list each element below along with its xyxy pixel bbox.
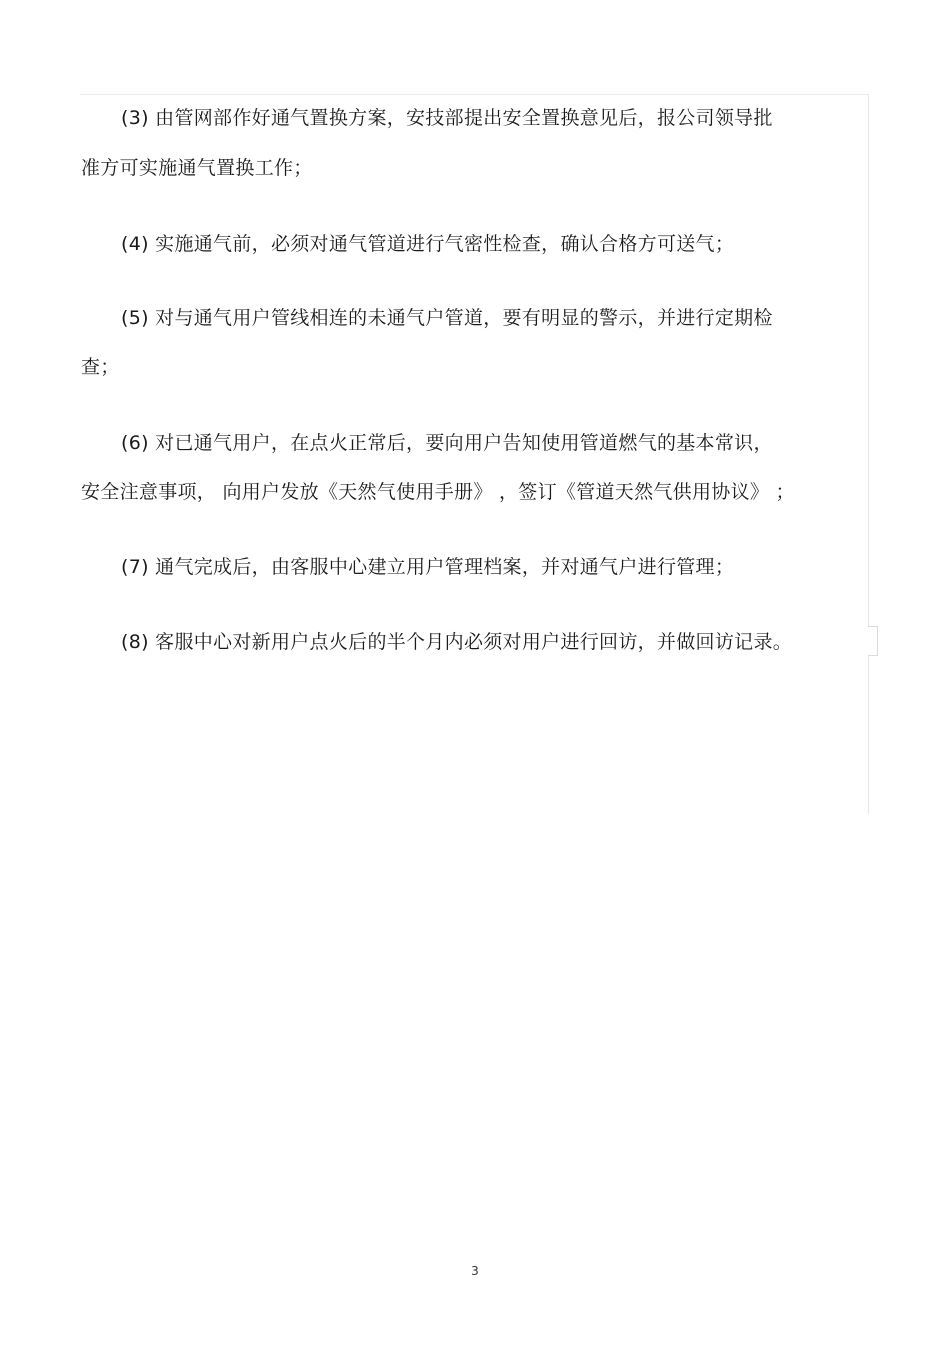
- item-5-line-2: 查；: [81, 356, 120, 378]
- item-7-line-1: (7) 通气完成后，由客服中心建立用户管理档案，并对通气户进行管理；: [121, 556, 735, 578]
- frame-line-right: [868, 656, 869, 814]
- item-3-line-2: 准方可实施通气置换工作；: [81, 157, 313, 179]
- page-number: 3: [471, 1264, 479, 1278]
- frame-line-top: [80, 94, 869, 95]
- item-8-line-1: (8) 客服中心对新用户点火后的半个月内必须对用户进行回访，并做回访记录。: [121, 631, 793, 653]
- item-5-line-1: (5) 对与通气用户管线相连的未通气户管道，要有明显的警示，并进行定期检: [121, 307, 773, 329]
- frame-line-stub: [868, 626, 877, 627]
- item-6-line-1: (6) 对已通气用户，在点火正常后，要向用户告知使用管道燃气的基本常识，: [121, 432, 773, 454]
- item-6-line-2: 安全注意事项， 向用户发放《天然气使用手册》 ，签订《管道天然气供用协议》 ；: [81, 481, 795, 503]
- frame-line-right-offset: [877, 626, 878, 656]
- frame-line-right: [868, 94, 869, 626]
- frame-line-stub: [868, 655, 877, 656]
- item-3-line-1: (3) 由管网部作好通气置换方案，安技部提出安全置换意见后，报公司领导批: [121, 107, 773, 129]
- item-4-line-1: (4) 实施通气前，必须对通气管道进行气密性检查，确认合格方可送气；: [121, 233, 735, 255]
